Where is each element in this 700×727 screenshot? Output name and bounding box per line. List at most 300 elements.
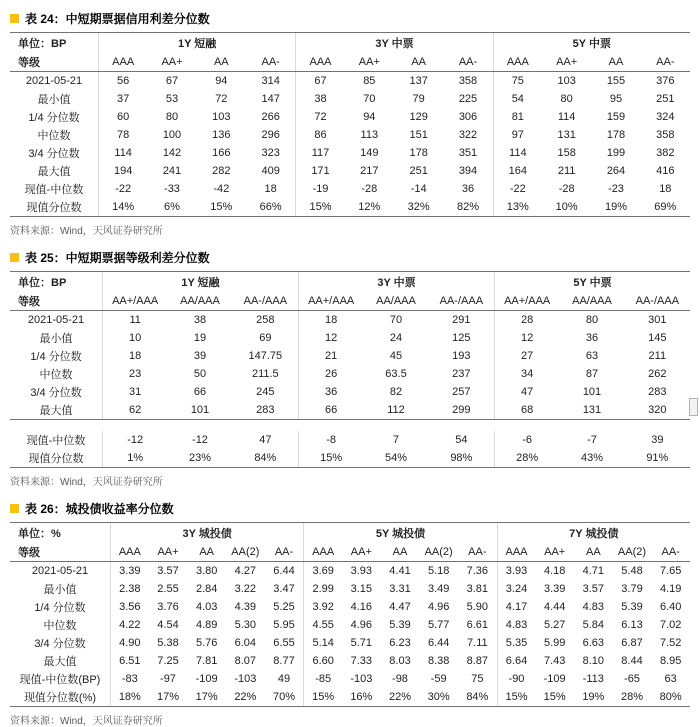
value-cell: 7.11 <box>467 637 488 649</box>
value-cell: 8.10 <box>582 655 605 667</box>
unit-label: 单位：BP <box>18 276 67 289</box>
value-cell: 86 <box>295 126 344 144</box>
value-cell: 12 <box>298 329 363 347</box>
table-25-block <box>10 249 690 486</box>
column-header: AA-/AAA <box>243 294 288 307</box>
column-header: AA+ <box>350 545 372 558</box>
value-cell: 94 <box>215 75 228 87</box>
urban-bond-yield-table <box>10 522 690 707</box>
value-cell: 112 <box>387 404 405 416</box>
row-label: 中位数 <box>43 620 77 632</box>
value-cell: -103 <box>234 673 257 685</box>
value-cell: 18 <box>102 347 167 365</box>
table-row <box>10 52 690 72</box>
value-cell: 80 <box>165 111 179 123</box>
value-cell: 5.39 <box>389 619 411 631</box>
value-cell: 4.55 <box>303 616 342 634</box>
value-cell: 16% <box>350 691 373 703</box>
table-row <box>10 311 690 329</box>
value-cell: 54 <box>455 434 468 446</box>
value-cell: 37 <box>98 90 147 108</box>
value-cell: 34 <box>494 365 559 383</box>
column-header: AA+/AAA <box>102 291 167 310</box>
value-cell: 4.22 <box>110 616 149 634</box>
value-cell: 17% <box>195 691 218 703</box>
value-cell: 84% <box>466 691 489 703</box>
value-cell: 382 <box>656 147 675 159</box>
value-cell: 137 <box>409 75 428 87</box>
value-cell: 69 <box>259 332 272 344</box>
row-label: 1/4 分位数 <box>28 112 80 124</box>
column-header: AA(2) <box>231 545 260 558</box>
value-cell: 2.84 <box>195 583 218 595</box>
value-cell: -19 <box>295 180 344 198</box>
value-cell: 72 <box>295 108 344 126</box>
grade-spread-table <box>10 271 690 468</box>
value-cell: 63 <box>664 673 677 685</box>
table-title-text: 表 26：城投债收益率分位数 <box>25 502 174 516</box>
value-cell: 15% <box>303 688 342 706</box>
table-row <box>10 401 690 419</box>
value-cell: 11 <box>102 311 167 329</box>
value-cell: 15% <box>543 691 566 703</box>
value-cell: 4.41 <box>389 565 411 577</box>
value-cell: 79 <box>412 93 425 105</box>
value-cell: 5.95 <box>273 619 295 631</box>
table-row <box>10 347 690 365</box>
column-header: AA <box>199 545 214 558</box>
value-cell: 5.90 <box>466 601 489 613</box>
value-cell: 47 <box>259 434 272 446</box>
value-cell: 5.99 <box>543 637 566 649</box>
value-cell: 147.75 <box>248 350 283 362</box>
table-row <box>10 144 690 162</box>
value-cell: 94 <box>363 111 376 123</box>
group-header: 3Y 城投债 <box>110 523 303 542</box>
value-cell: 1% <box>102 449 167 467</box>
value-cell: 80% <box>659 691 682 703</box>
value-cell: 70% <box>272 691 295 703</box>
value-cell: 320 <box>648 404 667 416</box>
table-row <box>10 198 690 216</box>
value-cell: 101 <box>190 404 210 416</box>
value-cell: 8.87 <box>466 655 489 667</box>
column-header: AA+ <box>161 55 183 68</box>
scrollbar-thumb[interactable] <box>689 398 698 416</box>
value-cell: 6.55 <box>273 637 295 649</box>
value-cell: 63 <box>585 350 599 362</box>
row-label: 3/4 分位数 <box>34 638 86 650</box>
table-row <box>10 72 690 90</box>
value-cell: 14% <box>98 198 147 216</box>
value-cell: 3.79 <box>621 583 643 595</box>
value-cell: 38 <box>193 314 207 326</box>
value-cell: 7.25 <box>157 655 179 667</box>
value-cell: 4.19 <box>659 583 682 595</box>
value-cell: -65 <box>624 673 640 685</box>
value-cell: 53 <box>165 93 179 105</box>
value-cell: 54 <box>493 90 542 108</box>
value-cell: 5.76 <box>195 637 218 649</box>
column-header: AA- <box>656 55 675 68</box>
value-cell: 5.39 <box>621 601 643 613</box>
value-cell: 251 <box>409 165 428 177</box>
value-cell: 45 <box>389 350 403 362</box>
value-cell: 114 <box>98 144 147 162</box>
value-cell: -59 <box>430 673 447 685</box>
source-note: 资料来源：Wind，天风证券研究所 <box>10 477 163 488</box>
value-cell: 358 <box>656 129 675 141</box>
row-label: 最大值 <box>37 166 71 178</box>
value-cell: 4.17 <box>497 598 536 616</box>
table-row <box>10 272 690 291</box>
value-cell: -85 <box>303 670 342 688</box>
value-cell: 4.71 <box>582 565 605 577</box>
value-cell: 147 <box>261 93 280 105</box>
value-cell: 394 <box>458 165 478 177</box>
value-cell: 12 <box>494 329 559 347</box>
value-cell: 5.35 <box>497 634 536 652</box>
column-header: AAA <box>295 52 344 71</box>
column-header: AA+ <box>544 545 566 558</box>
column-header: AA+ <box>358 55 380 68</box>
value-cell: 75 <box>493 72 542 90</box>
table-row <box>10 688 690 706</box>
value-cell: 4.83 <box>497 616 536 634</box>
value-cell: 166 <box>212 147 231 159</box>
group-header: 3Y 中票 <box>298 272 494 291</box>
value-cell: -103 <box>350 673 373 685</box>
value-cell: 291 <box>452 314 471 326</box>
value-cell: 36 <box>461 183 475 195</box>
column-header: AA- <box>661 545 680 558</box>
value-cell: -109 <box>195 673 218 685</box>
value-cell: -98 <box>392 673 408 685</box>
value-cell: -14 <box>410 183 427 195</box>
value-cell: 258 <box>256 314 275 326</box>
value-cell: 31 <box>102 383 167 401</box>
value-cell: 5.48 <box>621 565 643 577</box>
value-cell: 38 <box>295 90 344 108</box>
row-label: 中位数 <box>37 130 71 142</box>
value-cell: 103 <box>212 111 231 123</box>
value-cell: 18 <box>659 183 672 195</box>
column-header: AA <box>585 545 601 558</box>
value-cell: 4.96 <box>350 619 373 631</box>
value-cell: 6% <box>164 201 180 213</box>
value-cell: 266 <box>261 111 280 123</box>
group-header: 1Y 短融 <box>102 272 298 291</box>
table-row <box>10 634 690 652</box>
unit-label: 单位：% <box>18 527 61 540</box>
value-cell: 22% <box>234 691 257 703</box>
row-label: 1/4 分位数 <box>30 351 82 363</box>
column-header: AA+/AAA <box>494 291 559 310</box>
value-cell: 199 <box>606 147 626 159</box>
value-cell: 6.23 <box>389 637 411 649</box>
value-cell: -90 <box>497 670 536 688</box>
column-header: AAA <box>497 542 536 561</box>
value-cell: 217 <box>360 165 379 177</box>
column-header: AA <box>213 55 229 68</box>
value-cell: 13% <box>493 198 542 216</box>
value-cell: 4.27 <box>234 565 257 577</box>
value-cell: 80 <box>585 314 599 326</box>
value-cell: 97 <box>493 126 542 144</box>
value-cell: 376 <box>656 75 675 87</box>
value-cell: 3.15 <box>350 583 373 595</box>
value-cell: 67 <box>165 75 179 87</box>
value-cell: 3.24 <box>497 580 536 598</box>
value-cell: 211 <box>557 165 576 177</box>
value-cell: -8 <box>298 431 363 449</box>
table-title-text: 表 25：中短期票据等级利差分位数 <box>25 251 210 265</box>
table-row <box>10 126 690 144</box>
value-cell: -23 <box>608 183 624 195</box>
table-row <box>10 383 690 401</box>
table-row <box>10 180 690 198</box>
value-cell: 4.90 <box>110 634 149 652</box>
table-row <box>10 162 690 180</box>
value-cell: 3.81 <box>466 583 489 595</box>
value-cell: 32% <box>407 201 430 213</box>
row-label: 2021-05-21 <box>25 75 83 87</box>
value-cell: 299 <box>452 404 471 416</box>
value-cell: 43% <box>580 452 603 464</box>
row-label: 最小值 <box>43 584 77 596</box>
value-cell: -109 <box>543 673 566 685</box>
value-cell: 87 <box>585 368 599 380</box>
table-row <box>10 652 690 670</box>
value-cell: 68 <box>494 401 559 419</box>
value-cell: 4.96 <box>427 601 450 613</box>
value-cell: 114 <box>493 144 542 162</box>
table-row <box>10 329 690 347</box>
value-cell: 24 <box>389 332 403 344</box>
group-header: 5Y 城投债 <box>303 523 496 542</box>
value-cell: 129 <box>409 111 428 123</box>
table-row <box>10 365 690 383</box>
row-label: 最大值 <box>39 405 73 417</box>
value-cell: 2.38 <box>110 580 149 598</box>
value-cell: 103 <box>557 75 576 87</box>
value-cell: 2.55 <box>157 583 179 595</box>
value-cell: 145 <box>648 332 667 344</box>
title-marker-icon <box>10 14 19 23</box>
value-cell: 6.51 <box>110 652 149 670</box>
row-label: 1/4 分位数 <box>34 602 86 614</box>
value-cell: 3.47 <box>273 583 295 595</box>
value-cell: 4.89 <box>195 619 218 631</box>
value-cell: 155 <box>606 75 626 87</box>
value-cell: 7.81 <box>195 655 218 667</box>
column-header: AA- <box>261 55 280 68</box>
value-cell: 60 <box>98 108 147 126</box>
value-cell: 3.93 <box>497 562 536 580</box>
row-label: 现值-中位数(BP) <box>19 674 101 686</box>
credit-spread-table <box>10 32 690 217</box>
value-cell: 4.18 <box>543 565 566 577</box>
value-cell: 5.18 <box>427 565 450 577</box>
value-cell: 66% <box>259 201 282 213</box>
value-cell: 19% <box>604 201 627 213</box>
value-cell: 28% <box>494 449 559 467</box>
value-cell: 22% <box>388 691 411 703</box>
level-label: 等级 <box>18 546 40 559</box>
value-cell: 91% <box>646 452 669 464</box>
value-cell: 50 <box>193 368 207 380</box>
value-cell: 36 <box>585 332 599 344</box>
table-row <box>10 562 690 580</box>
value-cell: 17% <box>156 691 179 703</box>
table-26-title <box>10 500 690 517</box>
value-cell: 5.84 <box>582 619 605 631</box>
value-cell: 6.13 <box>621 619 643 631</box>
value-cell: 314 <box>261 75 280 87</box>
section-divider <box>10 419 690 431</box>
value-cell: 6.87 <box>621 637 643 649</box>
value-cell: 70 <box>389 314 403 326</box>
value-cell: 151 <box>409 129 428 141</box>
group-header: 3Y 中票 <box>295 33 492 52</box>
value-cell: 3.57 <box>582 583 605 595</box>
value-cell: 101 <box>582 386 602 398</box>
value-cell: 3.76 <box>157 601 179 613</box>
value-cell: 131 <box>582 404 602 416</box>
value-cell: 114 <box>557 111 576 123</box>
value-cell: 7.52 <box>659 637 682 649</box>
value-cell: 82% <box>456 201 479 213</box>
value-cell: 301 <box>648 314 667 326</box>
value-cell: 4.03 <box>195 601 218 613</box>
value-cell: 15% <box>210 201 233 213</box>
value-cell: 85 <box>363 75 376 87</box>
value-cell: 416 <box>656 165 675 177</box>
value-cell: 158 <box>557 147 576 159</box>
value-cell: -22 <box>98 180 147 198</box>
row-label: 3/4 分位数 <box>28 148 80 160</box>
row-label: 现值-中位数 <box>24 184 84 196</box>
value-cell: 6.63 <box>582 637 605 649</box>
table-row <box>10 108 690 126</box>
value-cell: 6.64 <box>497 652 536 670</box>
column-header: AA <box>411 55 426 68</box>
group-header: 5Y 中票 <box>493 33 690 52</box>
value-cell: 49 <box>277 673 291 685</box>
value-cell: 8.95 <box>659 655 682 667</box>
value-cell: 98% <box>450 452 473 464</box>
row-label: 3/4 分位数 <box>30 387 82 399</box>
value-cell: 3.69 <box>303 562 342 580</box>
value-cell: 66 <box>298 401 363 419</box>
column-header: AA- <box>458 55 478 68</box>
column-header: AAA <box>110 542 149 561</box>
value-cell: 8.44 <box>621 655 643 667</box>
value-cell: 56 <box>98 72 147 90</box>
value-cell: 171 <box>295 162 344 180</box>
value-cell: 47 <box>494 383 559 401</box>
value-cell: 5.77 <box>427 619 450 631</box>
value-cell: 54% <box>384 452 407 464</box>
column-header: AA/AAA <box>180 294 220 307</box>
value-cell: 3.31 <box>389 583 411 595</box>
value-cell: 3.22 <box>234 583 257 595</box>
value-cell: 125 <box>452 332 471 344</box>
value-cell: 262 <box>648 368 667 380</box>
value-cell: 15% <box>295 198 344 216</box>
value-cell: 5.38 <box>157 637 179 649</box>
value-cell: 82 <box>389 386 403 398</box>
value-cell: 5.27 <box>543 619 566 631</box>
value-cell: 358 <box>458 75 478 87</box>
value-cell: 251 <box>656 93 675 105</box>
value-cell: 75 <box>471 673 484 685</box>
row-label: 最大值 <box>43 656 77 668</box>
value-cell: 4.44 <box>543 601 566 613</box>
column-header: AAA <box>493 52 542 71</box>
value-cell: 5.71 <box>350 637 373 649</box>
value-cell: 4.54 <box>157 619 179 631</box>
column-header: AA/AAA <box>572 294 612 307</box>
value-cell: 211 <box>648 350 667 362</box>
value-cell: 257 <box>452 386 471 398</box>
table-row <box>10 670 690 688</box>
value-cell: 3.56 <box>110 598 149 616</box>
level-label: 等级 <box>18 295 40 308</box>
value-cell: 15% <box>497 688 536 706</box>
row-label: 最小值 <box>37 94 71 106</box>
value-cell: 70 <box>363 93 376 105</box>
value-cell: 5.25 <box>273 601 295 613</box>
group-header: 7Y 城投债 <box>497 523 690 542</box>
table-row <box>10 291 690 311</box>
value-cell: -6 <box>494 431 559 449</box>
value-cell: 323 <box>261 147 280 159</box>
value-cell: 3.39 <box>543 583 566 595</box>
value-cell: 6.44 <box>427 637 450 649</box>
row-label: 现值分位数 <box>28 453 84 465</box>
value-cell: 12% <box>358 201 381 213</box>
table-row <box>10 431 690 449</box>
value-cell: 81 <box>493 108 542 126</box>
table-row <box>10 449 690 467</box>
value-cell: 19 <box>193 332 207 344</box>
value-cell: 3.39 <box>110 562 149 580</box>
value-cell: -113 <box>582 673 604 685</box>
value-cell: 66 <box>193 386 207 398</box>
value-cell: -22 <box>493 180 542 198</box>
value-cell: 63.5 <box>385 368 407 380</box>
value-cell: 18% <box>110 688 149 706</box>
row-label: 现值分位数 <box>26 202 82 214</box>
value-cell: 264 <box>606 165 626 177</box>
value-cell: -7 <box>587 434 597 446</box>
value-cell: 10% <box>555 201 578 213</box>
column-header: AA-/AAA <box>635 294 680 307</box>
table-row <box>10 542 690 562</box>
value-cell: 78 <box>98 126 147 144</box>
value-cell: -28 <box>558 183 575 195</box>
value-cell: 36 <box>298 383 363 401</box>
value-cell: 3.57 <box>157 565 179 577</box>
value-cell: 178 <box>409 147 428 159</box>
table-row <box>10 33 690 52</box>
value-cell: 39 <box>651 434 664 446</box>
value-cell: 194 <box>98 162 147 180</box>
value-cell: -12 <box>192 434 208 446</box>
value-cell: -83 <box>110 670 149 688</box>
table-row <box>10 523 690 542</box>
